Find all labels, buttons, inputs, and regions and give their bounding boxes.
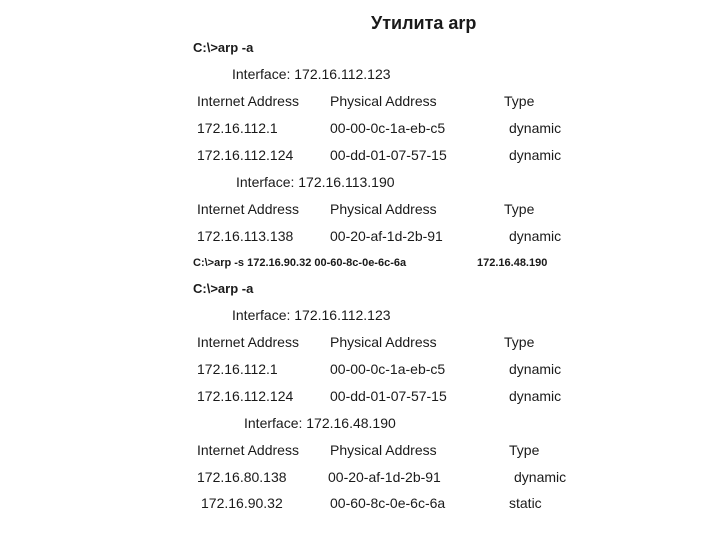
column-header-internet-address: Internet Address: [197, 201, 299, 217]
cell-physical-address: 00-00-0c-1a-eb-c5: [330, 120, 446, 136]
cell-internet-address: 172.16.112.124: [197, 388, 294, 404]
cell-type: dynamic: [509, 361, 562, 377]
cell-physical-address: 00-dd-01-07-57-15: [330, 147, 447, 163]
cell-type: dynamic: [509, 120, 562, 136]
cell-internet-address: 172.16.112.1: [197, 120, 278, 136]
cell-type: dynamic: [509, 228, 562, 244]
cell-type: dynamic: [514, 469, 567, 485]
interface-label: Interface: 172.16.113.190: [236, 174, 395, 190]
cell-physical-address: 00-60-8c-0e-6c-6a: [330, 495, 446, 511]
interface-label: Interface: 172.16.48.190: [244, 415, 396, 431]
column-header-internet-address: Internet Address: [197, 93, 299, 109]
cell-internet-address: 172.16.113.138: [197, 228, 294, 244]
interface-label: Interface: 172.16.112.123: [232, 307, 391, 323]
page-title: Утилита arp: [371, 13, 477, 33]
command-interface-ip: 172.16.48.190: [477, 257, 548, 269]
cell-type: static: [509, 495, 542, 511]
cell-internet-address: 172.16.112.1: [197, 361, 278, 377]
column-header-physical-address: Physical Address: [330, 201, 437, 217]
command-line: C:\>arp -a: [193, 40, 254, 55]
command-line: C:\>arp -a: [193, 281, 254, 296]
column-header-internet-address: Internet Address: [197, 334, 299, 350]
cell-internet-address: 172.16.112.124: [197, 147, 294, 163]
cell-physical-address: 00-00-0c-1a-eb-c5: [330, 361, 446, 377]
column-header-physical-address: Physical Address: [330, 93, 437, 109]
cell-internet-address: 172.16.90.32: [201, 495, 283, 511]
cell-physical-address: 00-20-af-1d-2b-91: [330, 228, 443, 244]
cell-type: dynamic: [509, 388, 562, 404]
column-header-physical-address: Physical Address: [330, 334, 437, 350]
cell-physical-address: 00-20-af-1d-2b-91: [328, 469, 441, 485]
cell-internet-address: 172.16.80.138: [197, 469, 287, 485]
column-header-internet-address: Internet Address: [197, 442, 299, 458]
column-header-physical-address: Physical Address: [330, 442, 437, 458]
column-header-type: Type: [504, 201, 535, 217]
column-header-type: Type: [504, 93, 535, 109]
column-header-type: Type: [504, 334, 535, 350]
column-header-type: Type: [509, 442, 540, 458]
cell-type: dynamic: [509, 147, 562, 163]
cell-physical-address: 00-dd-01-07-57-15: [330, 388, 447, 404]
command-line: C:\>arp -s 172.16.90.32 00-60-8c-0e-6c-6a: [193, 257, 407, 269]
interface-label: Interface: 172.16.112.123: [232, 66, 391, 82]
